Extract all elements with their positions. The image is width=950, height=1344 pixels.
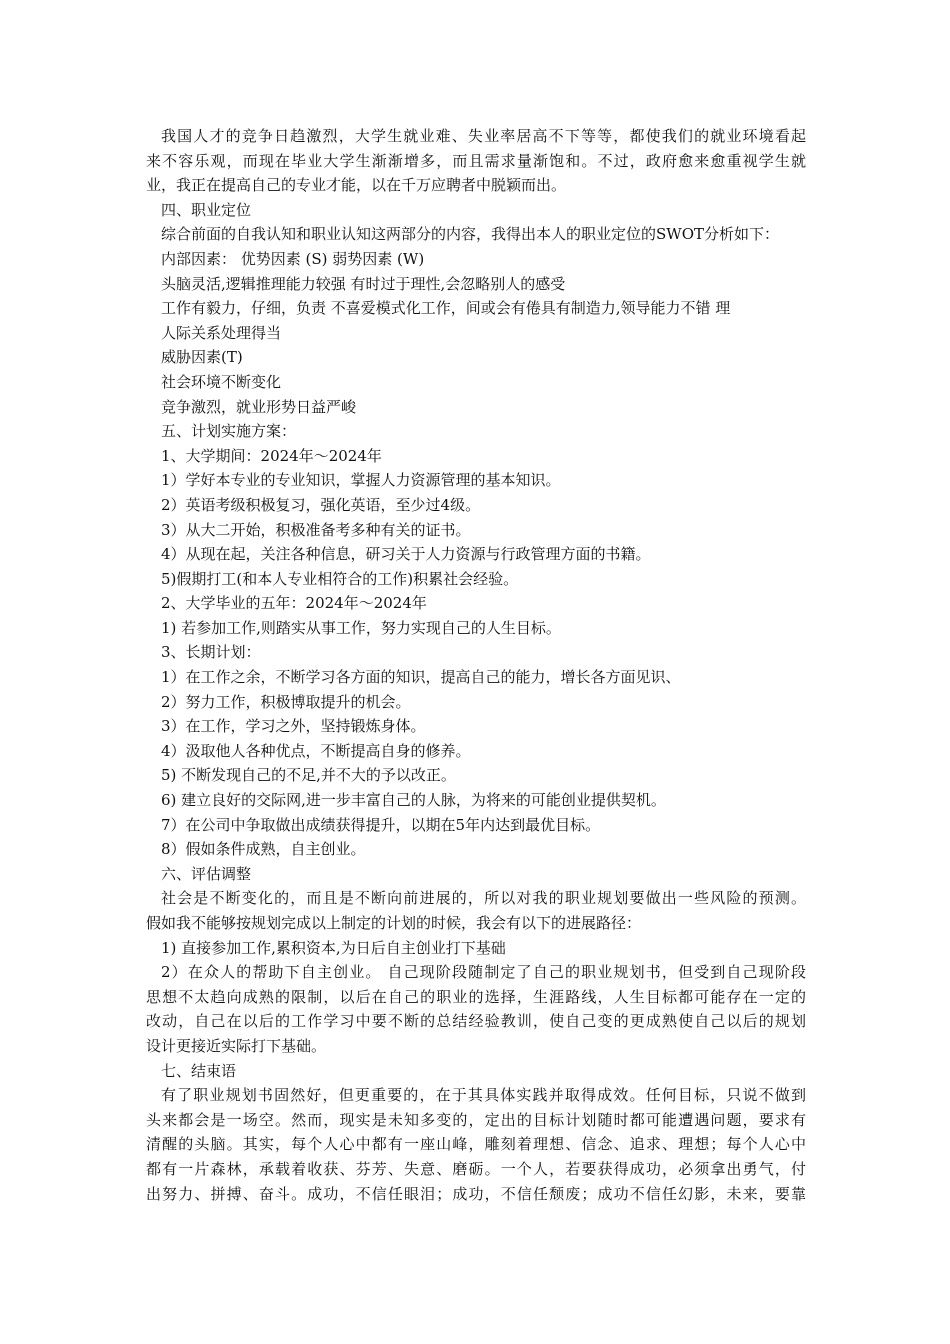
text-line: 3）从大二开始，积极准备考多种有关的证书。 — [161, 520, 471, 539]
text-line: 清醒的头脑。其实，每个人心中都有一座山峰，雕刻着理想、信念、追求、理想；每个人心中 — [146, 1135, 806, 1154]
text-line: 都有一片森林，承载着收获、芬芳、失意、磨砺。一个人，若要获得成功，必须拿出勇气，付 — [146, 1159, 806, 1178]
text-line: 4）汲取他人各种优点，不断提高自身的修养。 — [161, 741, 471, 760]
text-line: 我国人才的竞争日趋激烈，大学生就业难、失业率居高不下等等，都使我们的就业环境看起 — [161, 127, 806, 145]
text-line: 社会环境不断变化 — [161, 372, 282, 391]
text-line: 七、结束语 — [161, 1061, 237, 1080]
text-line: 假如我不能够按规划完成以上制定的计划的时候，我会有以下的进展路径： — [146, 914, 642, 932]
text-line: 1）在工作之余，不断学习各方面的知识，提高自己的能力，增长各方面见识、 — [161, 668, 681, 687]
text-line: 1) 直接参加工作,累积资本,为日后自主创业打下基础 — [161, 938, 506, 957]
text-line: 2）努力工作，积极博取提升的机会。 — [161, 692, 411, 711]
text-line: 2）在众人的帮助下自主创业。 自己现阶段随制定了自己的职业规划书，但受到自己现阶段 — [161, 963, 806, 982]
document-body — [146, 124, 806, 1206]
text-line: 7）在公司中争取做出成绩获得提升，以期在5年内达到最优目标。 — [161, 815, 601, 834]
text-line: 4）从现在起，关注各种信息，研习关于人力资源与行政管理方面的书籍。 — [161, 545, 651, 564]
text-line: 有了职业规划书固然好，但更重要的，在于其具体实践并取得成效。任何目标，只说不做到 — [161, 1086, 806, 1105]
text-line: 思想不太趋向成熟的限制，以后在自己的职业的选择，生涯路线，人生目标都可能存在一定的 — [146, 987, 806, 1006]
text-line: 五、计划实施方案： — [161, 422, 297, 441]
text-line: 头来都会是一场空。然而，现实是未知多变的，定出的目标计划随时都可能遭遇问题，要求有 — [146, 1110, 806, 1129]
text-line: 2、大学毕业的五年：2024年～2024年 — [161, 594, 427, 613]
text-line: 四、职业定位 — [161, 200, 252, 219]
text-line: 综合前面的自我认知和职业认知这两部分的内容，我得出本人的职业定位的SWOT分析如下： — [161, 225, 779, 244]
text-line: 出努力、拼搏、奋斗。成功，不信任眼泪；成功，不信任颓废；成功不信任幻影，未来，要靠 — [146, 1184, 806, 1203]
text-line: 1、大学期间：2024年～2024年 — [161, 446, 382, 465]
text-line: 3）在工作，学习之外，坚持锻炼身体。 — [161, 717, 426, 736]
text-line: 竞争激烈，就业形势日益严峻 — [161, 397, 357, 416]
text-line: 六、评估调整 — [161, 864, 252, 883]
text-line: 3、长期计划： — [161, 643, 261, 662]
text-line: 来不容乐观，而现在毕业大学生渐渐增多，而且需求量渐饱和。不过，政府愈来愈重视学生就 — [146, 151, 806, 170]
text-line: 5)假期打工(和本人专业相符合的工作)积累社会经验。 — [161, 569, 519, 588]
text-line: 2）英语考级积极复习，强化英语，至少过4级。 — [161, 495, 481, 514]
text-line: 设计更接近实际打下基础。 — [146, 1036, 327, 1055]
text-line: 内部因素： 优势因素 (S) 弱势因素 (W) — [161, 249, 425, 268]
text-line: 6) 建立良好的交际网,进一步丰富自己的人脉，为将来的可能创业提供契机。 — [161, 791, 666, 810]
text-line: 工作有毅力，仔细，负责 不喜爱模式化工作，间或会有倦具有制造力,领导能力不错 理 — [161, 299, 731, 318]
text-line: 人际关系处理得当 — [161, 323, 282, 342]
text-line: 头脑灵活,逻辑推理能力较强 有时过于理性,会忽略别人的感受 — [161, 274, 566, 293]
text-line: 社会是不断变化的，而且是不断向前进展的，所以对我的职业规划要做出一些风险的预测。 — [161, 889, 806, 908]
text-line: 改动，自己在以后的工作学习中要不断的总结经验教训，使自己变的更成熟使自己以后的规划 — [146, 1012, 806, 1031]
text-line: 5) 不断发现自己的不足,并不大的予以改正。 — [161, 766, 456, 785]
text-line: 业，我正在提高自己的专业才能，以在千万应聘者中脱颖而出。 — [146, 176, 567, 195]
text-line: 1）学好本专业的专业知识，掌握人力资源管理的基本知识。 — [161, 471, 561, 490]
text-line: 8）假如条件成熟，自主创业。 — [161, 840, 366, 859]
text-line: 1) 若参加工作,则踏实从事工作，努力实现自己的人生目标。 — [161, 618, 561, 637]
text-line: 威胁因素(T) — [161, 348, 243, 367]
